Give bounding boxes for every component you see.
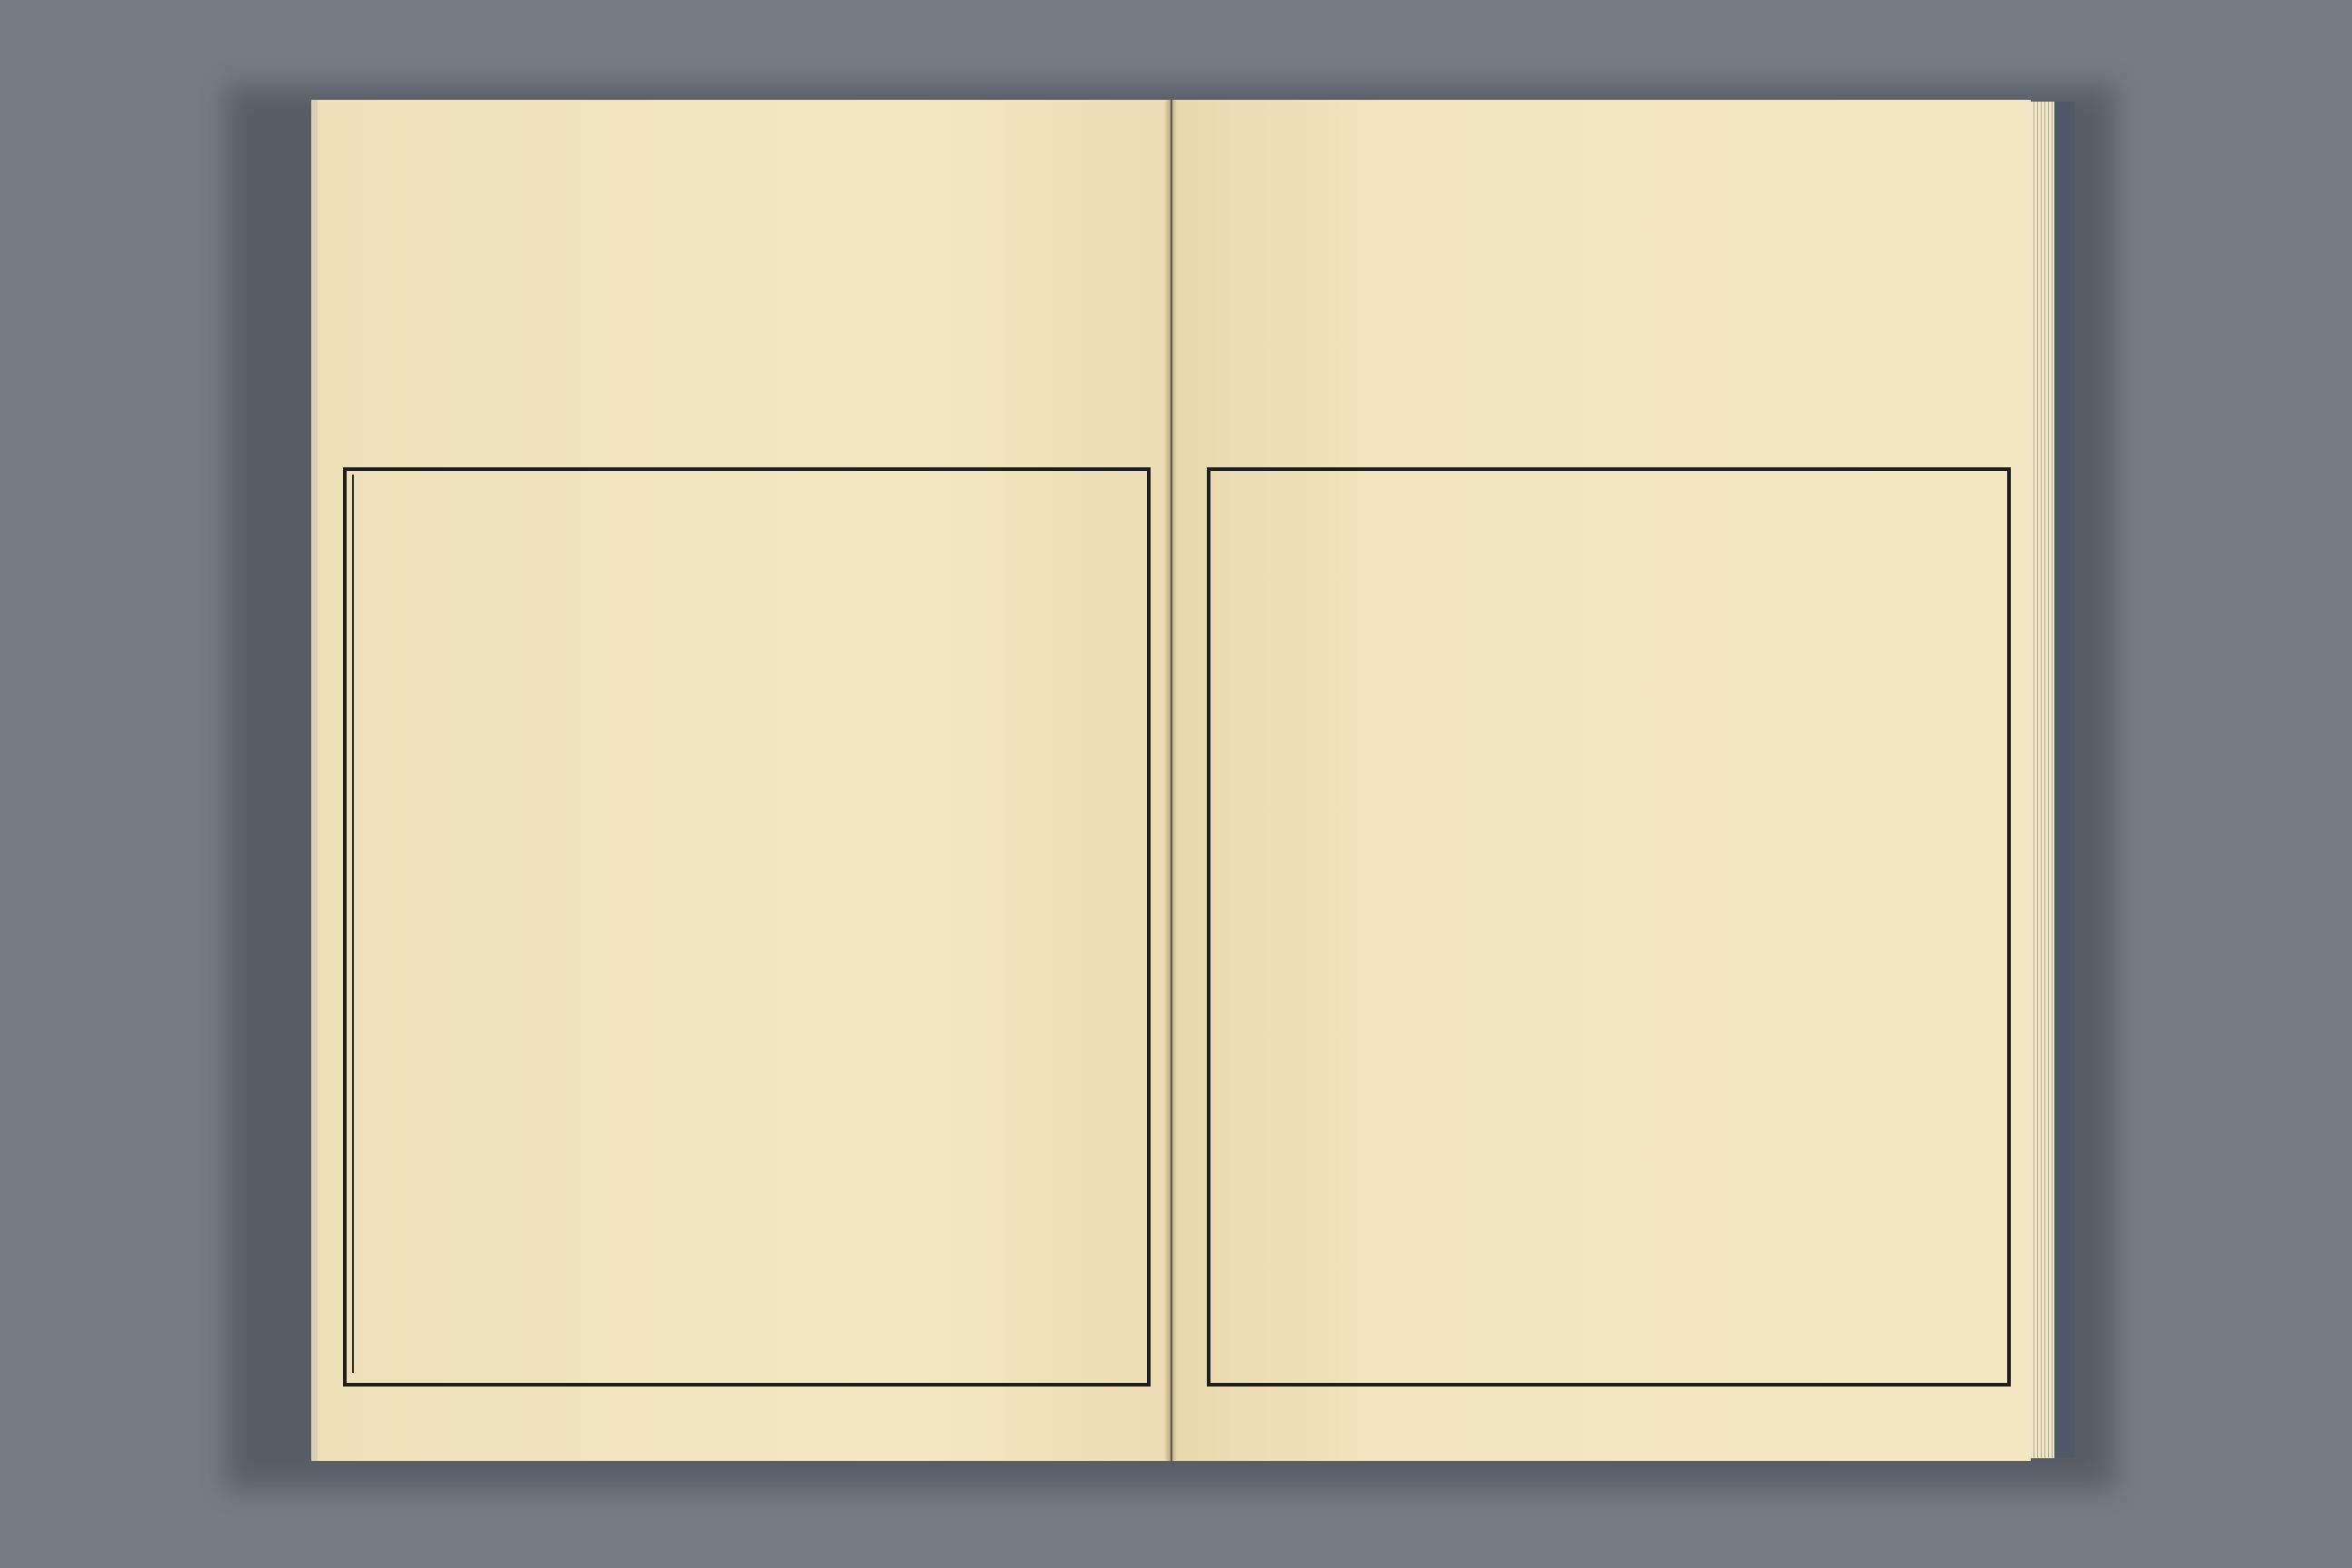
left-text-frame <box>343 467 1151 1387</box>
book-gutter <box>1164 100 1177 1461</box>
left-margin-rule <box>352 475 354 1373</box>
page-edge-stack <box>2031 102 2054 1458</box>
right-text-frame <box>1207 467 2011 1387</box>
